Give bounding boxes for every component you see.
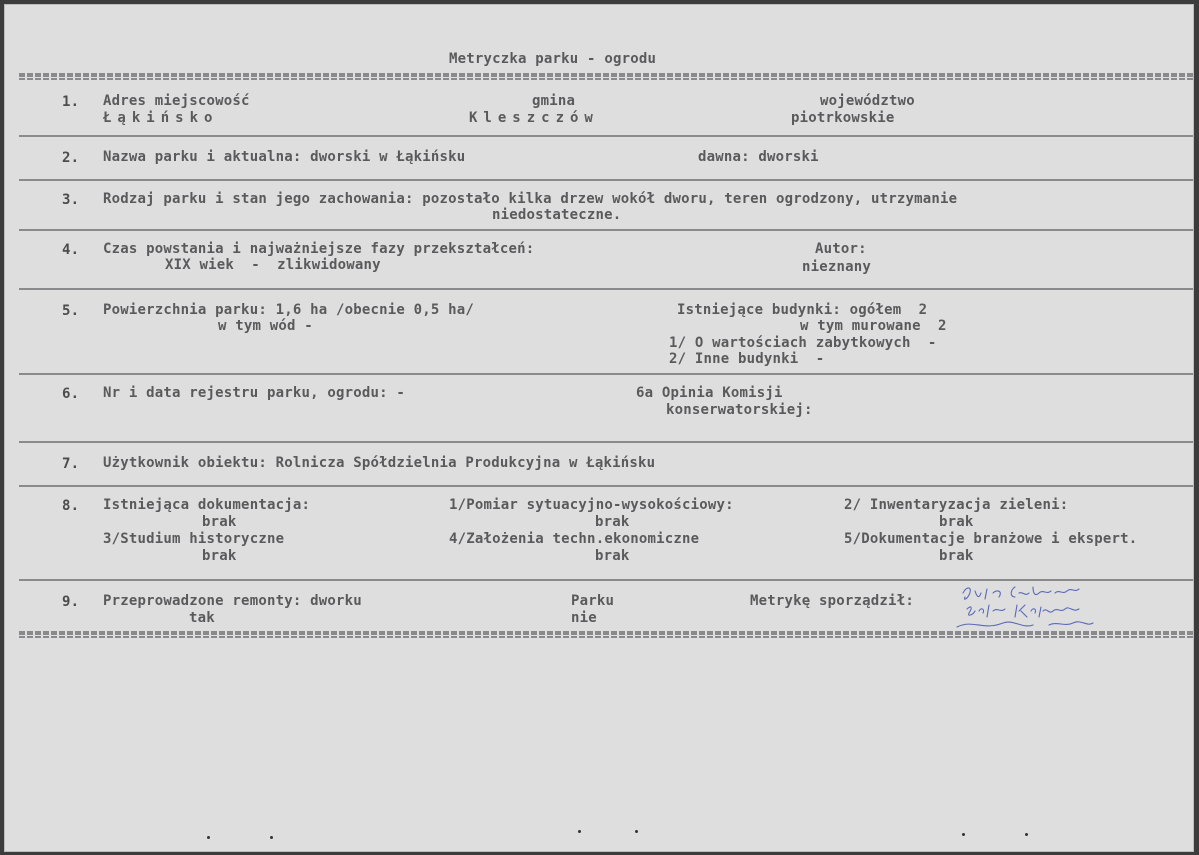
- section-2-label: Nazwa parku i aktualna: dworski w Łąkińsku: [103, 149, 466, 165]
- section-3-line-1: Rodzaj parku i stan jego zachowania: pozostało kilka drzew wokół dworu, teren ogrodzony, utrzymanie: [103, 191, 958, 207]
- section-4-author: nieznany: [802, 259, 872, 275]
- rule-3: [19, 229, 1193, 231]
- section-1-number: 1.: [62, 94, 80, 110]
- rule-8: [19, 579, 1193, 581]
- rule-6: [19, 441, 1193, 443]
- rule-2: [19, 179, 1193, 181]
- punch-dot: [270, 836, 273, 839]
- section-8-survey-label: 1/Pomiar sytuacyjno-wysokościowy:: [449, 497, 734, 513]
- section-9-manor-value: tak: [189, 610, 215, 626]
- section-6-opinion-line-2: konserwatorskiej:: [666, 402, 813, 418]
- section-3-number: 3.: [62, 192, 80, 208]
- section-6-label: Nr i data rejestru parku, ogrodu: -: [103, 385, 406, 401]
- document-sheet: [4, 4, 1194, 852]
- section-1-woj: piotrkowskie: [791, 110, 895, 126]
- punch-dot: [962, 833, 965, 836]
- section-9-park-value: nie: [571, 610, 597, 626]
- section-1-label: Adres miejscowość: [103, 93, 250, 109]
- section-5-area: Powierzchnia parku: 1,6 ha /obecnie 0,5 ha/: [103, 302, 475, 318]
- punch-dot: [207, 836, 210, 839]
- top-double-rule: [19, 73, 1193, 77]
- section-5-water: w tym wód -: [218, 318, 313, 334]
- bottom-double-rule: [19, 631, 1193, 635]
- section-8-existing-value: brak: [202, 514, 237, 530]
- rule-1: [19, 135, 1193, 137]
- section-5-number: 5.: [62, 303, 80, 319]
- section-9-label: Przeprowadzone remonty: dworku: [103, 593, 362, 609]
- section-8-history-label: 3/Studium historyczne: [103, 531, 285, 547]
- section-8-inventory-label: 2/ Inwentaryzacja zieleni:: [844, 497, 1069, 513]
- section-3-line-2: niedostateczne.: [492, 207, 622, 223]
- section-5-buildings-total: Istniejące budynki: ogółem 2: [677, 302, 928, 318]
- section-1-gmina-label: gmina: [532, 93, 576, 109]
- rule-7: [19, 485, 1193, 487]
- punch-dot: [578, 830, 581, 833]
- section-9-signature-label: Metrykę sporządził:: [750, 593, 914, 609]
- section-8-branch-label: 5/Dokumentacje branżowe i ekspert.: [844, 531, 1138, 547]
- section-8-branch-value: brak: [939, 548, 974, 564]
- section-8-label: Istniejąca dokumentacja:: [103, 497, 311, 513]
- section-2-old-name: dawna: dworski: [698, 149, 819, 165]
- section-8-inventory-value: brak: [939, 514, 974, 530]
- section-8-history-value: brak: [202, 548, 237, 564]
- section-8-techecon-value: brak: [595, 548, 630, 564]
- section-1-woj-label: województwo: [820, 93, 915, 109]
- section-4-label: Czas powstania i najważniejsze fazy przekształceń:: [103, 241, 535, 257]
- section-4-author-label: Autor:: [815, 241, 867, 257]
- section-7-number: 7.: [62, 456, 80, 472]
- section-6-number: 6.: [62, 386, 80, 402]
- section-2-number: 2.: [62, 150, 80, 166]
- rule-4: [19, 288, 1193, 290]
- document-title: Metryczka parku - ogrodu: [449, 51, 657, 67]
- section-4-number: 4.: [62, 242, 80, 258]
- punch-dot: [635, 830, 638, 833]
- section-9-park-label: Parku: [571, 593, 615, 609]
- section-1-place: Łąkińsko: [103, 110, 219, 126]
- section-9-number: 9.: [62, 594, 80, 610]
- section-8-number: 8.: [62, 498, 80, 514]
- section-4-value: XIX wiek - zlikwidowany: [165, 257, 381, 273]
- section-8-survey-value: brak: [595, 514, 630, 530]
- handwritten-signature: [953, 583, 1143, 633]
- section-8-techecon-label: 4/Założenia techn.ekonomiczne: [449, 531, 700, 547]
- punch-dot: [1025, 833, 1028, 836]
- rule-5: [19, 373, 1193, 375]
- section-7-label: Użytkownik obiektu: Rolnicza Spółdzielnia Produkcyjna w Łąkińsku: [103, 455, 656, 471]
- section-5-buildings-other: 2/ Inne budynki -: [669, 351, 825, 367]
- section-6-opinion-line-1: 6a Opinia Komisji: [636, 385, 783, 401]
- section-5-buildings-historic: 1/ O wartościach zabytkowych -: [669, 335, 937, 351]
- section-5-buildings-brick: w tym murowane 2: [800, 318, 947, 334]
- section-1-gmina: Kleszczów: [469, 110, 599, 126]
